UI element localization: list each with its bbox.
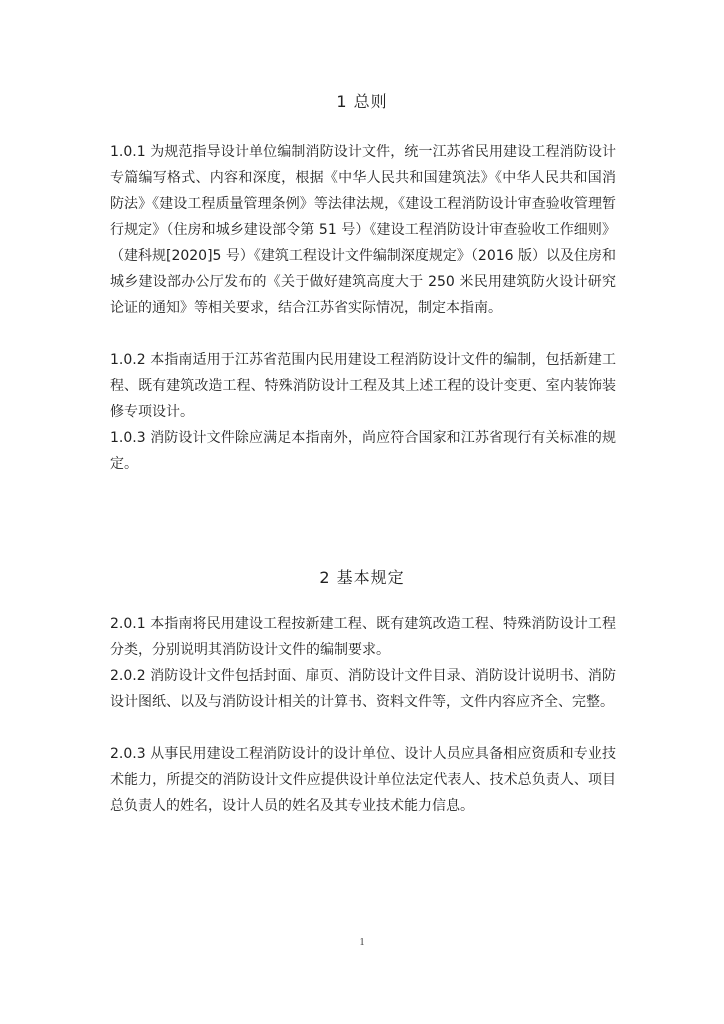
clause-1-0-1: 1.0.1 为规范指导设计单位编制消防设计文件，统一江苏省民用建设工程消防设计专篇编写格式、内容和深度，根据《中华人民共和国建筑法》《中华人民共和国消防法》《建设工程质量管理条例》等法律法规，《建设工程消防设计审查验收管理暂行规定》（住房和城乡建设部令第 51 号）《建设工程消防设计审查验收工作细则》（建科规[2020]5 号）《建筑工程设计文件编制深度规定》（2016 版）以及住房和城乡建设部办公厅发布的《关于做好建筑高度大于 250 米民用建筑防火设计研究论证的通知》等相关要求，结合江苏省实际情况，制定本指南。 [110,144,616,316]
section-2-heading: 2 基本规定 [319,568,405,587]
clause-2-0-1: 2.0.1 本指南将民用建设工程按新建工程、既有建筑改造工程、特殊消防设计工程分类，分别说明其消防设计文件的编制要求。 [110,616,616,658]
page-number: 1 [359,937,365,948]
clause-1-0-2: 1.0.2 本指南适用于江苏省范围内民用建设工程消防设计文件的编制，包括新建工程、既有建筑改造工程、特殊消防设计工程及其上述工程的设计变更、室内装饰装修专项设计。 [110,352,616,420]
clause-2-0-3: 2.0.3 从事民用建设工程消防设计的设计单位、设计人员应具备相应资质和专业技术能力，所提交的消防设计文件应提供设计单位法定代表人、技术总负责人、项目总负责人的姓名，设计人员的姓名及其专业技术能力信息。 [110,746,616,814]
clause-1-0-3: 1.0.3 消防设计文件除应满足本指南外，尚应符合国家和江苏省现行有关标准的规定。 [110,430,616,472]
clause-2-0-2: 2.0.2 消防设计文件包括封面、扉页、消防设计文件目录、消防设计说明书、消防设计图纸、以及与消防设计相关的计算书、资料文件等，文件内容应齐全、完整。 [110,668,616,710]
section-1-heading: 1 总则 [336,92,388,111]
